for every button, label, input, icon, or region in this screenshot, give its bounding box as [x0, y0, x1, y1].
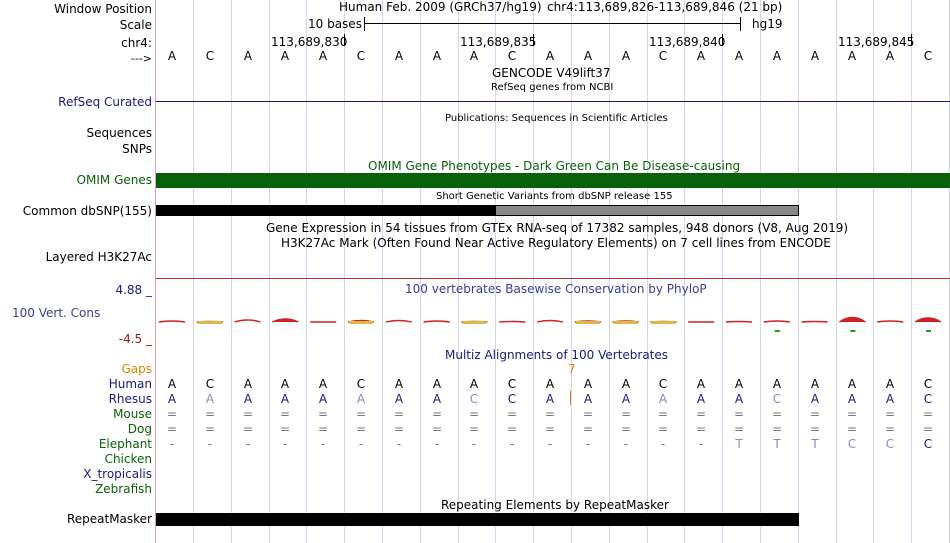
alignment-base-human: A	[167, 377, 177, 391]
grid-line	[193, 0, 194, 543]
alignment-base-mouse: =	[167, 407, 178, 421]
base-letter: A	[885, 49, 895, 63]
conservation-mark	[651, 321, 675, 324]
h3k27ac-track-label[interactable]: Layered H3K27Ac	[45, 250, 152, 264]
omim-track-label[interactable]: OMIM Genes	[76, 173, 152, 187]
alignment-base-rhesus: A	[658, 392, 668, 406]
conservation-mark	[462, 321, 486, 324]
alignment-base-mouse: =	[545, 407, 556, 421]
alignment-base-mouse: =	[847, 407, 858, 421]
alignment-base-human: A	[545, 377, 555, 391]
track-area-left-border	[155, 0, 156, 543]
dbsnp-variant-bar-grey[interactable]	[496, 205, 798, 215]
base-letter: A	[243, 49, 253, 63]
phylop-track-title[interactable]: 100 vertebrates Basewise Conservation by PhyloP	[405, 282, 707, 296]
grid-line	[420, 0, 421, 543]
alignment-base-rhesus: C	[507, 392, 517, 406]
alignment-base-mouse: =	[507, 407, 518, 421]
alignment-base-rhesus: C	[772, 392, 782, 406]
h3k27ac-track-title[interactable]: H3K27Ac Mark (Often Found Near Active Regulatory Elements) on 7 cell lines from ENCODE	[281, 236, 831, 250]
alignment-base-dog: =	[280, 422, 291, 436]
alignment-base-human: A	[847, 377, 857, 391]
conservation-mark	[802, 322, 828, 323]
alignment-base-dog: =	[545, 422, 556, 436]
phylop-conservation-plot[interactable]	[156, 310, 950, 334]
alignment-base-mouse: =	[432, 407, 443, 421]
alignment-base-rhesus: A	[545, 392, 555, 406]
alignment-base-human: A	[280, 377, 290, 391]
alignment-base-mouse: =	[696, 407, 707, 421]
alignment-base-rhesus: A	[621, 392, 631, 406]
base-letter: C	[205, 49, 215, 63]
alignment-base-rhesus: C	[923, 392, 933, 406]
base-letter: A	[394, 49, 404, 63]
alignment-base-rhesus: A	[583, 392, 593, 406]
alignment-base-rhesus: A	[394, 392, 404, 406]
alignment-base-elephant: T	[811, 437, 819, 451]
position-range: chr4:113,689,826-113,689,846 (21 bp)	[547, 0, 783, 14]
alignment-base-human: A	[772, 377, 782, 391]
alignment-base-dog: =	[469, 422, 480, 436]
alignment-base-human: A	[583, 377, 593, 391]
alignment-base-elephant: -	[509, 437, 515, 451]
alignment-base-human: C	[658, 377, 668, 391]
grid-line	[458, 0, 459, 543]
alignment-base-human: C	[923, 377, 933, 391]
omim-track-title[interactable]: OMIM Gene Phenotypes - Dark Green Can Be Disease-causing	[368, 159, 741, 173]
alignment-base-dog: =	[885, 422, 896, 436]
species-rhesus-label: Rhesus	[108, 392, 152, 406]
alignment-base-elephant: -	[698, 437, 704, 451]
conservation-mark	[726, 322, 752, 323]
grid-line	[760, 0, 761, 543]
alignment-base-mouse: =	[885, 407, 896, 421]
alignment-base-human: A	[318, 377, 328, 391]
grid-line	[911, 0, 912, 543]
alignment-base-dog: =	[658, 422, 669, 436]
base-letter: C	[923, 49, 933, 63]
window-position-label: Window Position	[54, 2, 152, 16]
alignment-base-mouse: =	[772, 407, 783, 421]
alignment-base-mouse: =	[356, 407, 367, 421]
conservation-mark	[499, 322, 525, 323]
conservation-mark	[764, 321, 790, 322]
alignment-base-dog: =	[847, 422, 858, 436]
gencode-track-title[interactable]: GENCODE V49lift37	[492, 66, 611, 80]
alignment-base-rhesus: A	[885, 392, 895, 406]
alignment-base-elephant: -	[396, 437, 402, 451]
species-xtropicalis-label: X_tropicalis	[83, 467, 152, 481]
alignment-base-dog: =	[205, 422, 216, 436]
species-human-label: Human	[108, 377, 152, 391]
alignment-base-rhesus: A	[167, 392, 177, 406]
grid-line	[684, 0, 685, 543]
refseq-track-line	[156, 101, 950, 102]
alignment-base-elephant: -	[282, 437, 288, 451]
alignment-base-elephant: C	[885, 437, 895, 451]
omim-gene-bar[interactable]	[156, 173, 950, 188]
alignment-base-rhesus: A	[205, 392, 215, 406]
alignment-base-elephant: -	[471, 437, 477, 451]
alignment-base-dog: =	[810, 422, 821, 436]
chrom-label: chr4:	[121, 36, 152, 50]
alignment-base-elephant: -	[623, 437, 629, 451]
alignment-base-dog: =	[167, 422, 178, 436]
base-letter: A	[545, 49, 555, 63]
repeatmasker-track-title[interactable]: Repeating Elements by RepeatMasker	[441, 498, 669, 512]
conservation-mark	[850, 330, 855, 332]
alignment-base-dog: =	[356, 422, 367, 436]
alignment-base-rhesus: A	[734, 392, 744, 406]
repeatmasker-element-bar[interactable]	[156, 513, 799, 526]
alignment-base-mouse: =	[280, 407, 291, 421]
coord-tick-3	[722, 34, 723, 46]
alignment-base-dog: =	[243, 422, 254, 436]
alignment-base-elephant: -	[660, 437, 666, 451]
dbsnp-track-label[interactable]: Common dbSNP(155)	[22, 204, 152, 218]
alignment-base-mouse: =	[318, 407, 329, 421]
coord-tick-2	[533, 34, 534, 46]
alignment-base-elephant: -	[207, 437, 213, 451]
grid-line	[836, 0, 837, 543]
sequences-track-label[interactable]: Sequences	[86, 126, 152, 140]
conservation-mark	[198, 321, 222, 324]
alignment-base-human: A	[394, 377, 404, 391]
alignment-base-human: A	[621, 377, 631, 391]
conservation-mark	[576, 321, 600, 324]
base-letter: A	[280, 49, 290, 63]
alignment-base-elephant: C	[923, 437, 933, 451]
base-letter: A	[318, 49, 328, 63]
alignment-base-dog: =	[772, 422, 783, 436]
alignment-base-elephant: -	[245, 437, 251, 451]
alignment-base-elephant: -	[169, 437, 175, 451]
coord-2: 113,689,835	[460, 35, 537, 49]
alignment-base-rhesus: A	[696, 392, 706, 406]
cons-track-label[interactable]: 100 Vert. Cons	[12, 306, 101, 320]
conservation-mark	[235, 320, 261, 322]
h3k27ac-track-baseline	[156, 278, 950, 279]
alignment-base-mouse: =	[658, 407, 669, 421]
scale-bar	[364, 17, 741, 31]
species-mouse-label: Mouse	[113, 407, 152, 421]
alignment-base-human: A	[243, 377, 253, 391]
alignment-base-human: A	[734, 377, 744, 391]
species-elephant-label: Elephant	[98, 437, 152, 451]
alignment-base-rhesus: A	[847, 392, 857, 406]
conservation-mark	[839, 318, 865, 323]
alignment-base-human: A	[432, 377, 442, 391]
alignment-base-dog: =	[583, 422, 594, 436]
cons-max-value: 4.88 _	[115, 283, 152, 297]
grid-line	[798, 0, 799, 543]
alignment-base-human: A	[696, 377, 706, 391]
grid-line	[306, 0, 307, 543]
alignment-base-mouse: =	[923, 407, 934, 421]
alignment-base-mouse: =	[810, 407, 821, 421]
multiz-track-title[interactable]: Multiz Alignments of 100 Vertebrates	[445, 348, 669, 362]
base-letter: A	[810, 49, 820, 63]
alignment-base-human: C	[205, 377, 215, 391]
alignment-base-human: A	[810, 377, 820, 391]
grid-line	[722, 0, 723, 543]
base-letter: A	[583, 49, 593, 63]
scale-label: Scale	[119, 18, 152, 32]
grid-line	[382, 0, 383, 543]
conservation-mark	[424, 321, 450, 322]
alignment-base-dog: =	[923, 422, 934, 436]
gaps-label: Gaps	[121, 362, 152, 376]
grid-line	[269, 0, 270, 543]
scale-text: 10 bases	[308, 17, 362, 31]
conservation-mark	[775, 330, 780, 332]
alignment-base-mouse: =	[734, 407, 745, 421]
alignment-base-elephant: -	[585, 437, 591, 451]
gtex-track-title[interactable]: Gene Expression in 54 tissues from GTEx RNA-seq of 17382 samples, 948 donors (V8, Aug 2019)	[266, 221, 849, 235]
alignment-base-human: C	[507, 377, 517, 391]
base-letter: A	[847, 49, 857, 63]
alignment-base-rhesus: A	[432, 392, 442, 406]
conservation-mark	[877, 321, 903, 322]
coord-tick-1	[344, 34, 345, 46]
coord-4: 113,689,845	[838, 35, 915, 49]
alignment-base-dog: =	[318, 422, 329, 436]
base-letter: A	[432, 49, 442, 63]
publications-track-title[interactable]: Publications: Sequences in Scientific Articles	[445, 113, 668, 124]
species-dog-label: Dog	[127, 422, 152, 436]
base-letter: C	[356, 49, 366, 63]
alignment-base-elephant: T	[773, 437, 781, 451]
gap-count: 7	[568, 362, 576, 376]
alignment-base-dog: =	[394, 422, 405, 436]
arrow-label: --->	[130, 52, 152, 65]
alignment-base-mouse: =	[621, 407, 632, 421]
alignment-base-dog: =	[696, 422, 707, 436]
conservation-mark	[915, 318, 941, 322]
coord-1: 113,689,830	[271, 35, 348, 49]
species-chicken-label: Chicken	[104, 452, 152, 466]
base-letter: C	[507, 49, 517, 63]
alignment-base-dog: =	[507, 422, 518, 436]
base-letter: A	[621, 49, 631, 63]
repeatmasker-track-label[interactable]: RepeatMasker	[66, 512, 152, 526]
alignment-base-elephant: -	[358, 437, 364, 451]
alignment-base-dog: =	[734, 422, 745, 436]
conservation-mark	[159, 321, 185, 322]
cons-min-value: -4.5 _	[118, 332, 152, 346]
grid-line	[873, 0, 874, 543]
alignment-base-mouse: =	[205, 407, 216, 421]
base-letter: A	[734, 49, 744, 63]
alignment-base-human: A	[885, 377, 895, 391]
alignment-base-rhesus: A	[810, 392, 820, 406]
base-letter: A	[696, 49, 706, 63]
alignment-base-rhesus: A	[318, 392, 328, 406]
conservation-mark	[537, 321, 563, 323]
conservation-mark	[614, 321, 638, 324]
snps-track-label[interactable]: SNPs	[122, 142, 152, 156]
base-letter: A	[167, 49, 177, 63]
conservation-mark	[386, 321, 412, 323]
alignment-base-human: C	[356, 377, 366, 391]
alignment-base-elephant: -	[320, 437, 326, 451]
assembly-title: Human Feb. 2009 (GRCh37/hg19)	[339, 0, 542, 14]
grid-line	[344, 0, 345, 543]
alignment-base-rhesus: A	[280, 392, 290, 406]
alignment-base-dog: =	[621, 422, 632, 436]
refseq-track-label[interactable]: RefSeq Curated	[58, 95, 152, 109]
base-letter: A	[469, 49, 479, 63]
alignment-base-rhesus: A	[356, 392, 366, 406]
conservation-mark	[926, 330, 931, 332]
alignment-base-rhesus: A	[243, 392, 253, 406]
conservation-mark	[349, 321, 373, 324]
alignment-base-rhesus: C	[469, 392, 479, 406]
base-letter: A	[772, 49, 782, 63]
alignment-base-elephant: C	[847, 437, 857, 451]
alignment-base-elephant: -	[434, 437, 440, 451]
alignment-base-mouse: =	[243, 407, 254, 421]
alignment-base-mouse: =	[469, 407, 480, 421]
grid-line	[647, 0, 648, 543]
base-letter: C	[658, 49, 668, 63]
alignment-base-elephant: T	[735, 437, 743, 451]
grid-line	[231, 0, 232, 543]
alignment-base-mouse: =	[583, 407, 594, 421]
rhesus-gap-marker	[570, 391, 571, 405]
conservation-mark	[272, 319, 298, 322]
refseq-track-subtitle: RefSeq genes from NCBI	[491, 82, 614, 93]
coord-3: 113,689,840	[649, 35, 726, 49]
alignment-base-elephant: -	[547, 437, 553, 451]
species-zebrafish-label: Zebrafish	[95, 482, 152, 496]
dbsnp-track-title[interactable]: Short Genetic Variants from dbSNP release 155	[436, 191, 673, 202]
alignment-base-human: A	[469, 377, 479, 391]
coord-tick-4	[911, 34, 912, 46]
alignment-base-dog: =	[432, 422, 443, 436]
scale-db: hg19	[752, 17, 783, 31]
alignment-base-mouse: =	[394, 407, 405, 421]
